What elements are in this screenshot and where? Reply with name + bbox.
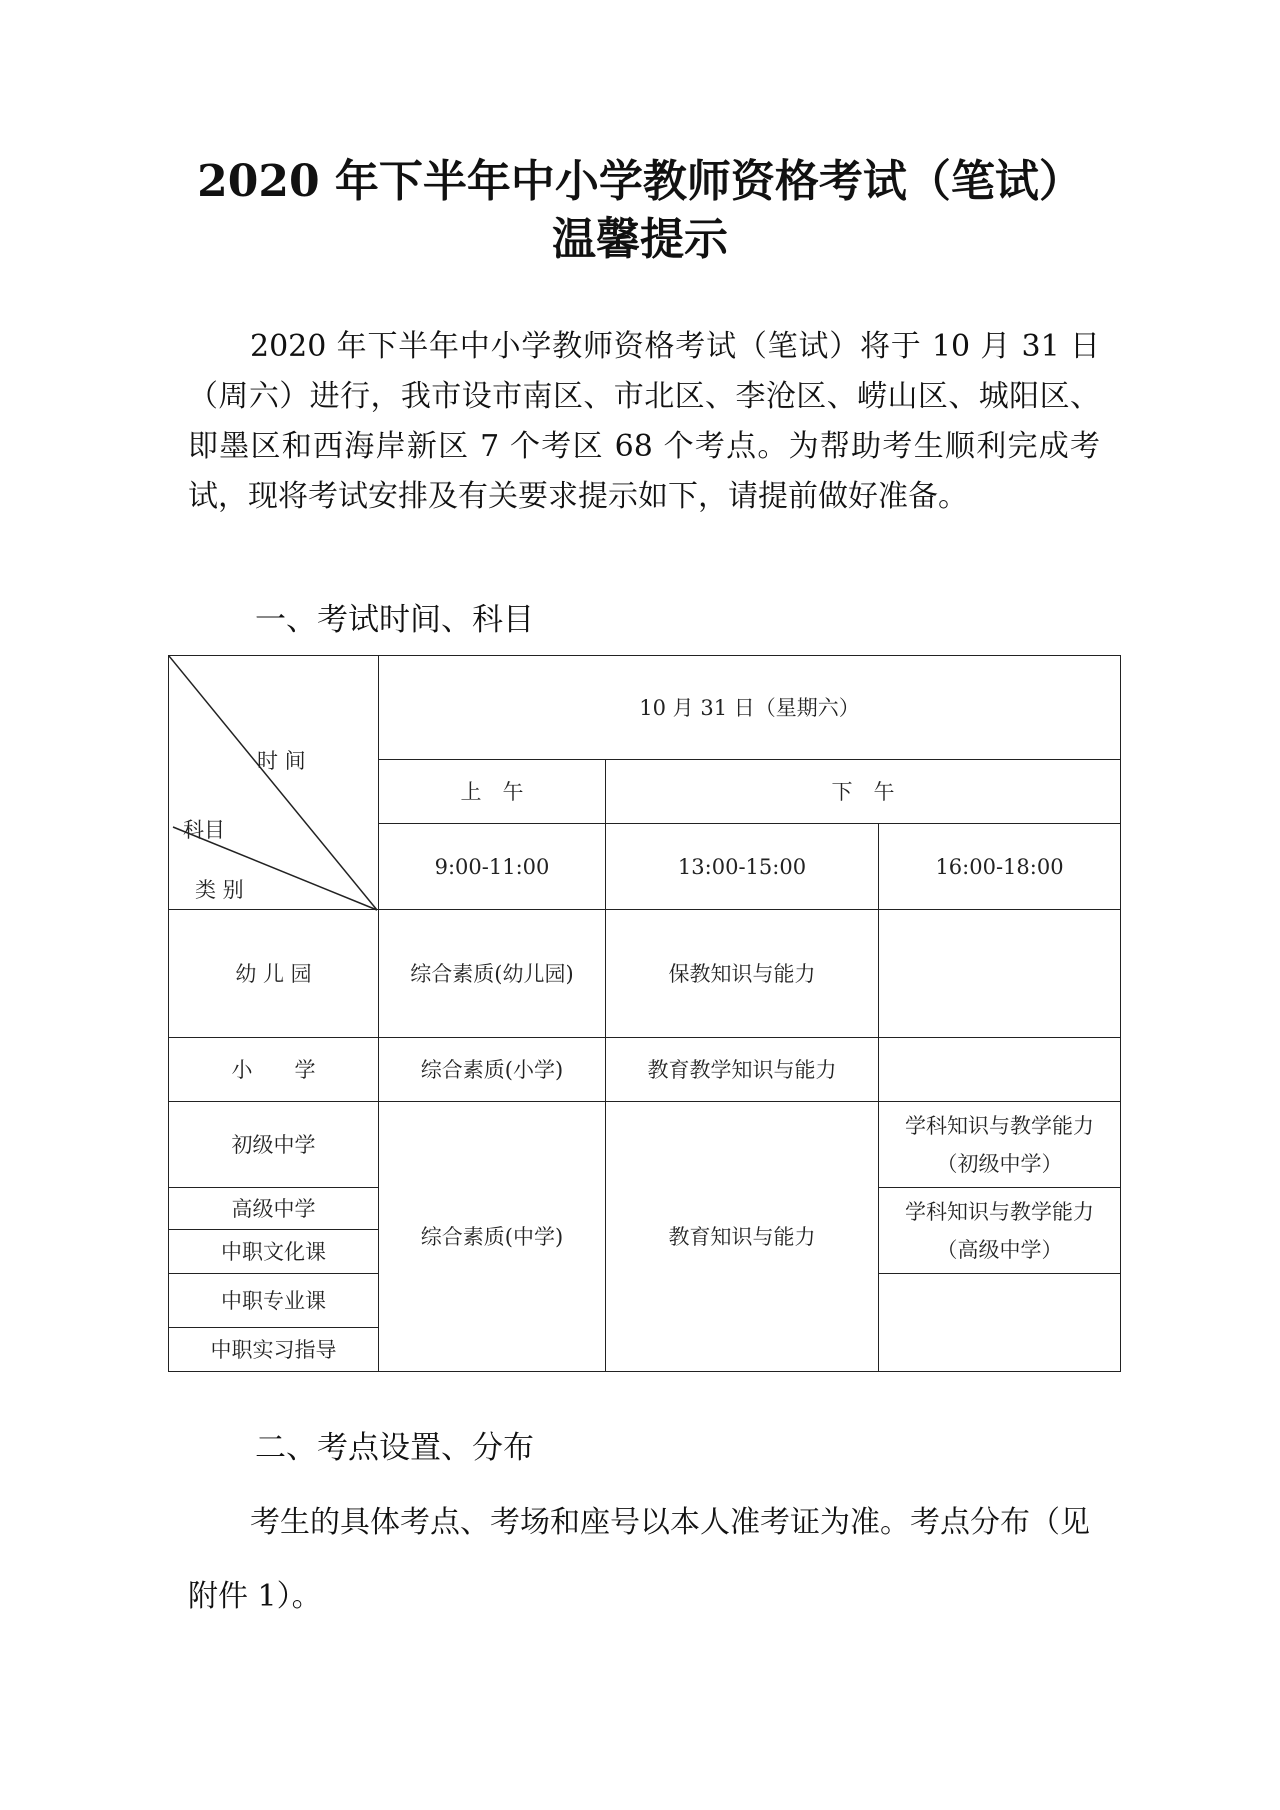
middle-slot1: 综合素质(中学) (379, 1102, 606, 1372)
junior-slot3: 学科知识与教学能力（初级中学） (879, 1102, 1121, 1188)
kindergarten-slot2: 保教知识与能力 (606, 910, 879, 1038)
afternoon-header: 下 午 (606, 760, 1121, 824)
kindergarten-slot1: 综合素质(幼儿园) (379, 910, 606, 1038)
corner-subject-label: 科目 (183, 818, 225, 842)
corner-time-label: 时 间 (257, 749, 306, 773)
table-corner-header (169, 656, 379, 910)
intro-paragraph: 2020 年下半年中小学教师资格考试（笔试）将于 10 月 31 日（周六）进行，我市设市南区、市北区、李沧区、崂山区、城阳区、即墨区和西海岸新区 7 个考区 68 个考点。为帮助考生顺利完成考试，现将考试安排及有关要求提示如下，请提前做好准备。 (188, 329, 1100, 514)
morning-header: 上 午 (379, 760, 606, 824)
slot-2-header: 13:00-15:00 (606, 824, 879, 910)
document-title-line1: 2020 年下半年中小学教师资格考试（笔试） (197, 156, 1083, 207)
row-label-voc-major: 中职专业课 (169, 1274, 379, 1328)
row-label-kindergarten: 幼 儿 园 (169, 910, 379, 1038)
primary-slot1: 综合素质(小学) (379, 1038, 606, 1102)
slot-1-header: 9:00-11:00 (379, 824, 606, 910)
section1-heading: 一、考试时间、科目 (255, 602, 534, 638)
row-label-voc-culture: 中职文化课 (169, 1230, 379, 1274)
slot-3-header: 16:00-18:00 (879, 824, 1121, 910)
document-title-line2: 温馨提示 (552, 214, 728, 265)
senior-slot3: 学科知识与教学能力（高级中学） (879, 1188, 1121, 1274)
middle-slot2: 教育知识与能力 (606, 1102, 879, 1372)
row-label-voc-practice: 中职实习指导 (169, 1328, 379, 1372)
section2-heading: 二、考点设置、分布 (255, 1430, 534, 1466)
kindergarten-slot3 (879, 910, 1121, 1038)
section2-paragraph: 考生的具体考点、考场和座号以本人准考证为准。考点分布（见附件 1）。 (188, 1505, 1090, 1614)
primary-slot2: 教育教学知识与能力 (606, 1038, 879, 1102)
corner-category-label: 类 别 (195, 878, 244, 902)
voc-slot3-empty (879, 1274, 1121, 1372)
exam-schedule-table (168, 655, 1121, 1372)
date-header: 10 月 31 日（星期六） (379, 656, 1121, 760)
primary-slot3 (879, 1038, 1121, 1102)
row-label-senior: 高级中学 (169, 1188, 379, 1230)
row-label-junior: 初级中学 (169, 1102, 379, 1188)
row-label-primary: 小 学 (169, 1038, 379, 1102)
